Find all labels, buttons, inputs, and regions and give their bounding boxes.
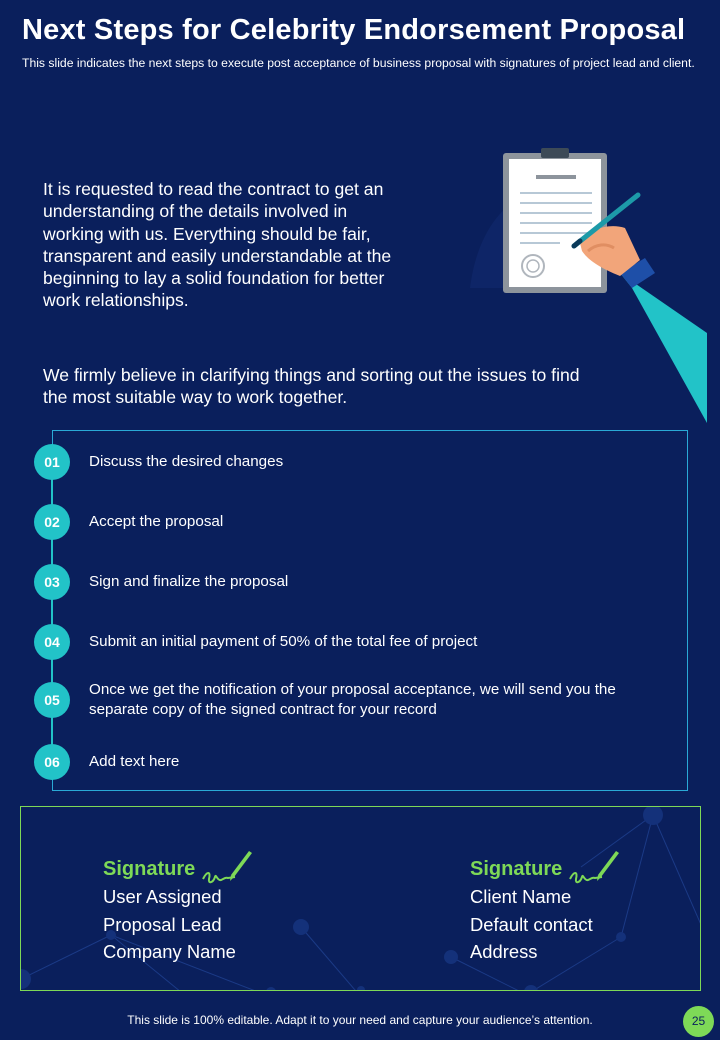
step-item-6 [34, 744, 684, 780]
signature-company-name: Company Name [103, 941, 236, 962]
step-number-badge: 06 [34, 744, 70, 780]
page-number-badge: 25 [683, 1006, 714, 1037]
step-text: Sign and finalize the proposal [89, 573, 289, 590]
intro-paragraph-1: It is requested to read the contract to get an understanding of the details involved in working with us. Everything should be fair, transparent and easily understandable at the beginning to lay a solid foundation for better work relationships. [43, 179, 392, 311]
step-text: Accept the proposal [89, 513, 224, 530]
signature-client-name: Client Name [470, 886, 572, 907]
step-item-4 [34, 624, 684, 660]
step-number-badge: 01 [34, 444, 70, 480]
step-item-2 [34, 504, 684, 540]
footer-note: This slide is 100% editable. Adapt it to your need and capture your audience’s attention. [127, 1013, 593, 1027]
page-title: Next Steps for Celebrity Endorsement Proposal [22, 14, 686, 46]
step-text: Submit an initial payment of 50% of the total fee of project [89, 633, 478, 650]
step-item-1 [34, 444, 684, 480]
step-text: Once we get the notification of your proposal acceptance, we will send you the separate copy of the signed contract for your record [89, 681, 616, 718]
signature-heading: Signature [470, 857, 563, 880]
signature-panel [20, 806, 701, 991]
intro-paragraph-2: We firmly believe in clarifying things and sorting out the issues to find the most suitable way to work together. [43, 365, 580, 408]
step-text: Add text here [89, 753, 180, 770]
pen-signature-icon [568, 847, 620, 891]
step-number-badge: 04 [34, 624, 70, 660]
page-subtitle: This slide indicates the next steps to execute post acceptance of business proposal with signatures of project lead and client. [22, 56, 695, 70]
signature-default-contact: Default contact [470, 913, 593, 935]
step-number-badge: 03 [34, 564, 70, 600]
signature-proposal-lead: Proposal Lead [103, 913, 222, 935]
signature-address: Address [470, 941, 538, 962]
step-number-badge: 02 [34, 504, 70, 540]
step-item-3 [34, 564, 684, 600]
step-item-5 [34, 682, 684, 718]
signature-user-assigned: User Assigned [103, 886, 222, 907]
step-text: Discuss the desired changes [89, 453, 284, 470]
signature-heading: Signature [103, 857, 196, 880]
steps-panel [52, 430, 688, 791]
contract-signing-illustration [470, 148, 715, 423]
signature-block-right [470, 855, 620, 966]
signature-block-left [103, 855, 253, 966]
step-number-badge: 05 [34, 682, 70, 718]
